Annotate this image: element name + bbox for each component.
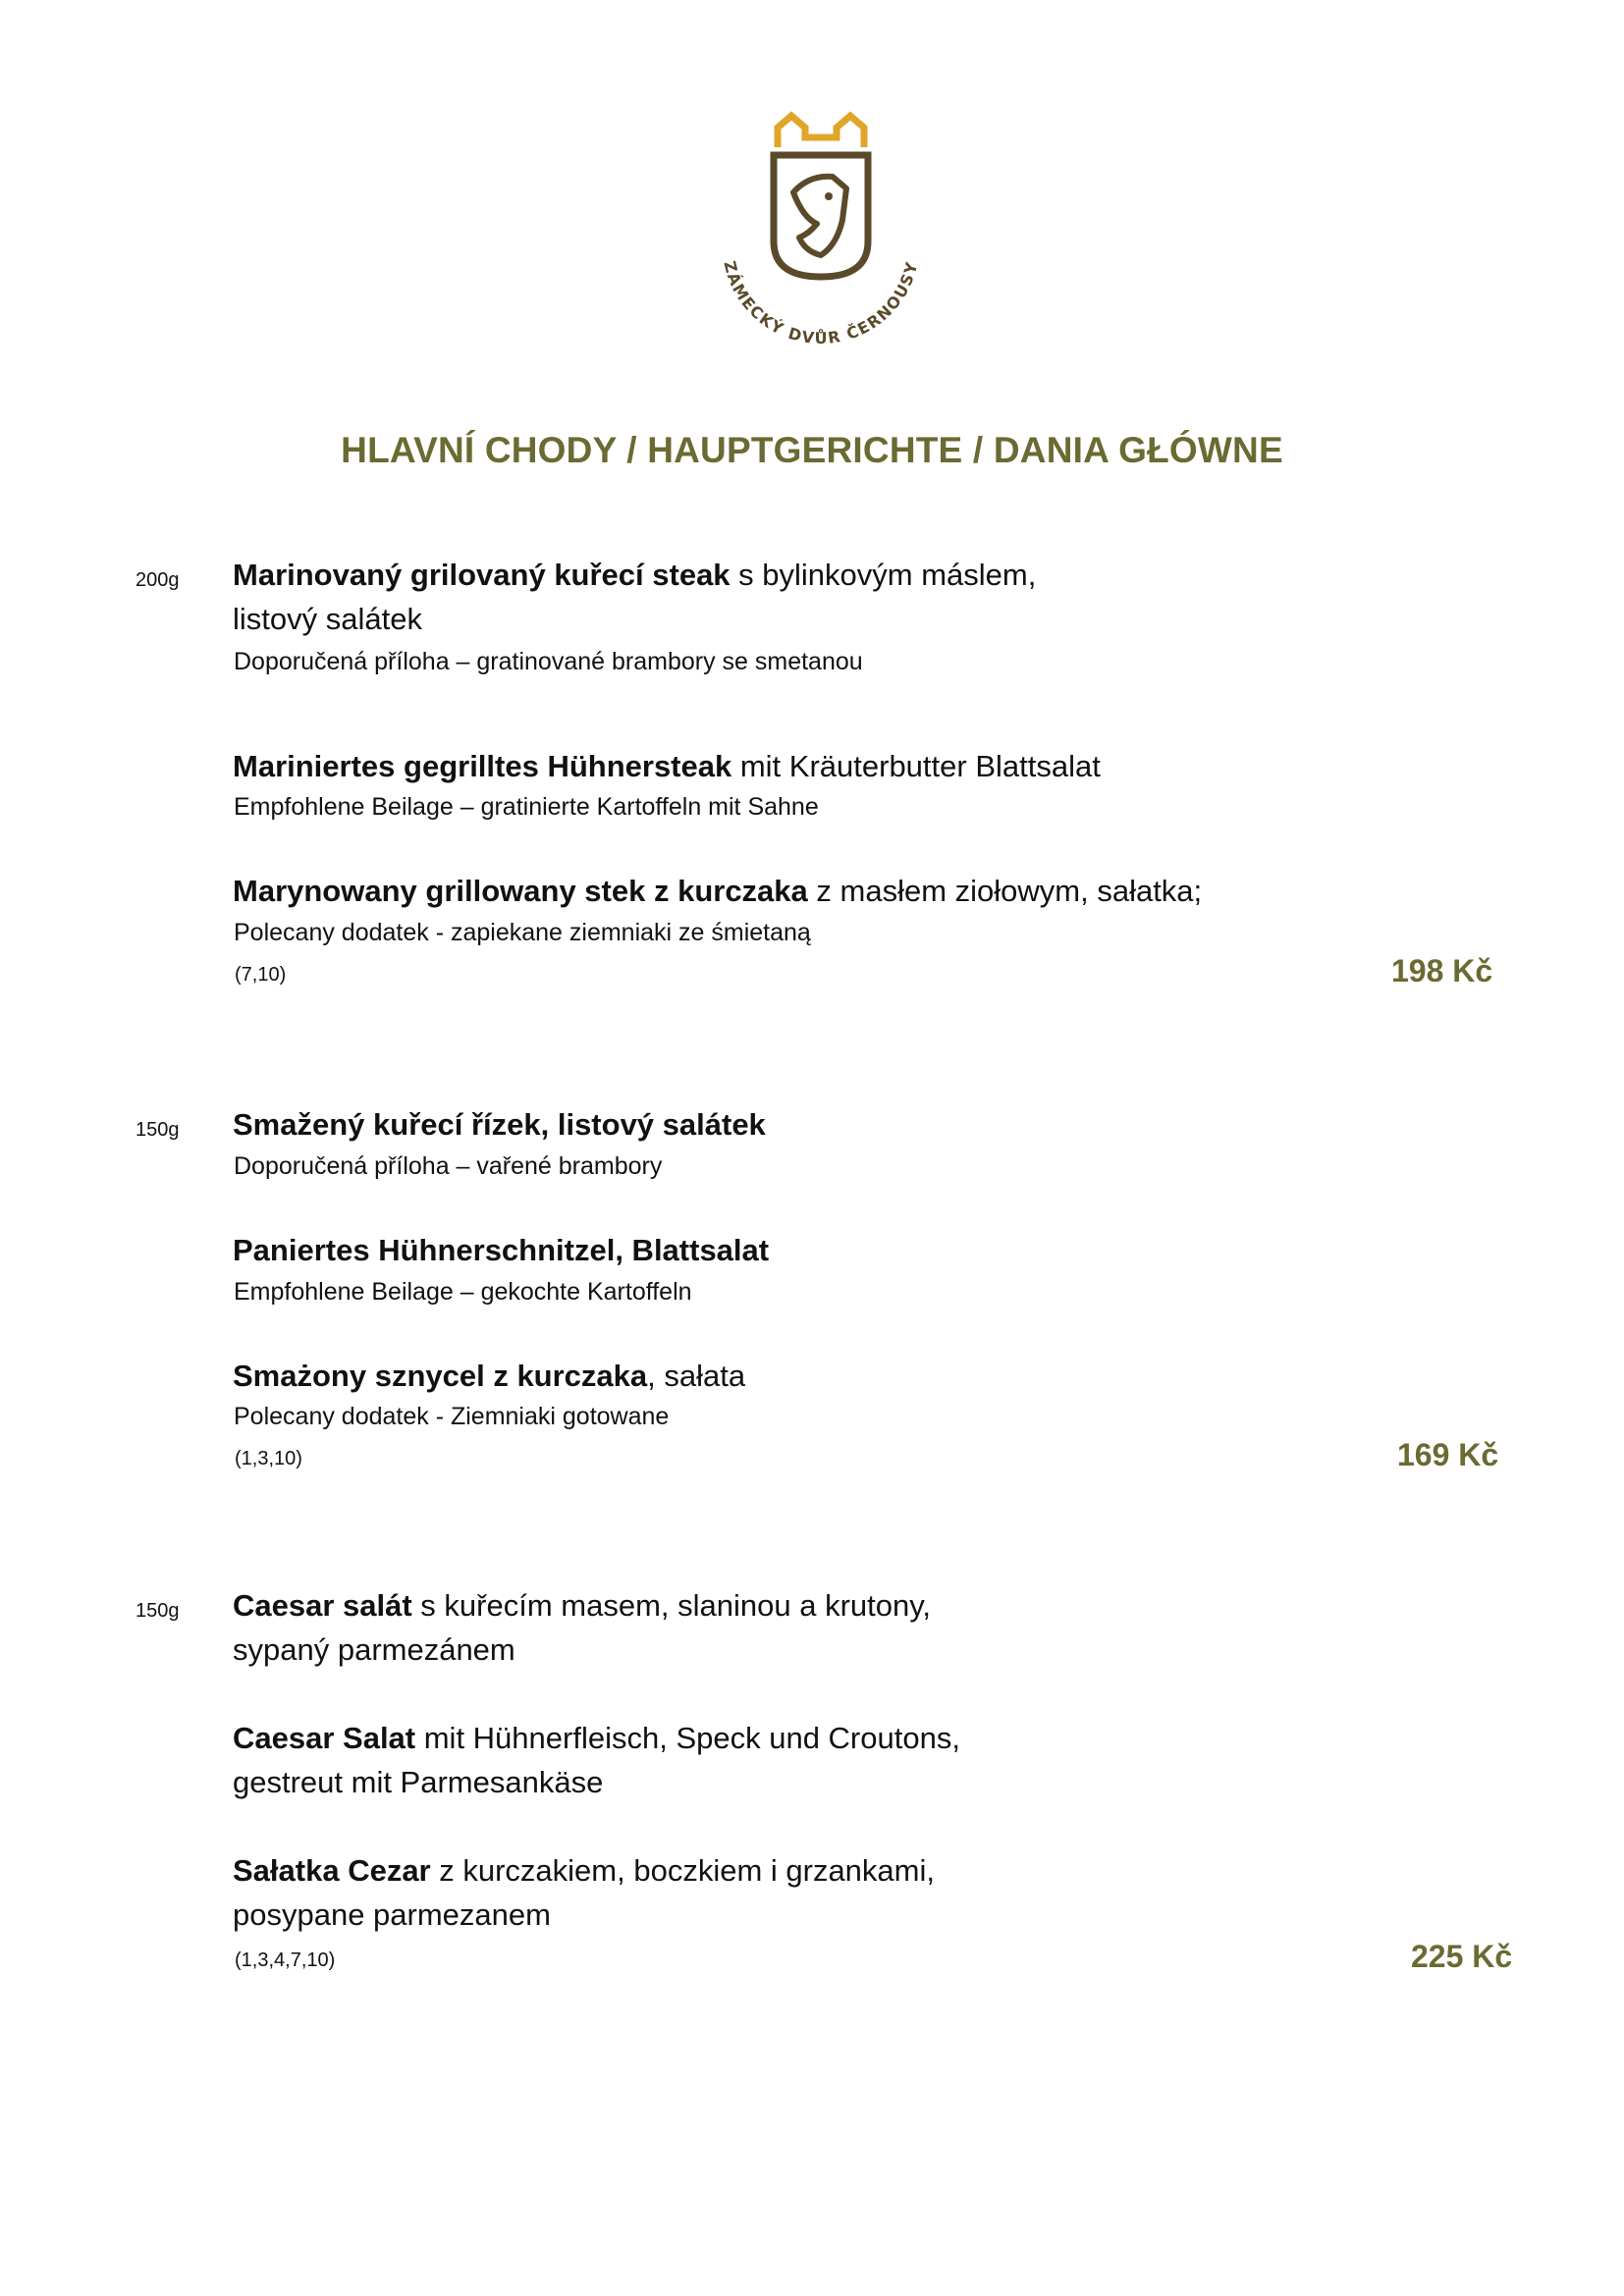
dish-1-weight: 200g [135, 569, 180, 591]
dish-3-name-cz: Caesar salát s kuřecím masem, slaninou a krutony, [233, 1588, 932, 1623]
dish-1-allergens: (7,10) [235, 964, 287, 986]
dish-3-allergens: (1,3,4,7,10) [235, 1949, 336, 1971]
dish-1-side-pl: Polecany dodatek - zapiekane ziemniaki ze śmietaną [234, 919, 811, 946]
logo-text: ZÁMECKÝ DVŮR ČERNOUSY [720, 258, 922, 348]
dish-3-name-cz-line2: sypaný parmezánem [233, 1632, 515, 1667]
dish-2-side-de: Empfohlene Beilage – gekochte Kartoffeln [234, 1278, 692, 1306]
dish-2-name-de: Paniertes Hühnerschnitzel, Blattsalat [233, 1233, 770, 1267]
dish-3-price: 225 Kč [1411, 1939, 1513, 1974]
dish-1-name-pl: Marynowany grillowany stek z kurczaka z masłem ziołowym, sałatka; [233, 874, 1203, 908]
dish-1-side-de: Empfohlene Beilage – gratinierte Kartoffeln mit Sahne [234, 793, 819, 821]
dish-1-name-de: Mariniertes gegrilltes Hühnersteak mit Kräuterbutter Blattsalat [233, 749, 1101, 783]
dish-2-weight: 150g [135, 1119, 180, 1141]
dish-1-name-cz-line2: listový salátek [233, 602, 422, 636]
logo [703, 98, 939, 348]
dish-2-allergens: (1,3,10) [235, 1448, 302, 1469]
dish-3-weight: 150g [135, 1600, 180, 1622]
dish-1-price: 198 Kč [1391, 953, 1493, 988]
dish-3-name-de-line2: gestreut mit Parmesankäse [233, 1765, 604, 1799]
dish-2-side-pl: Polecany dodatek - Ziemniaki gotowane [234, 1403, 670, 1430]
dish-2-name-pl: Smażony sznycel z kurczaka, sałata [233, 1359, 746, 1393]
dish-2-side-cz: Doporučená příloha – vařené brambory [234, 1152, 663, 1180]
dish-2-name-cz: Smažený kuřecí řízek, listový salátek [233, 1107, 766, 1142]
castle-horse-logo-icon [703, 98, 939, 348]
section-heading: HLAVNÍ CHODY / HAUPTGERICHTE / DANIA GŁÓWNE [341, 430, 1283, 470]
dish-1-side-cz: Doporučená příloha – gratinované brambory se smetanou [234, 648, 863, 675]
dish-3-name-pl: Sałatka Cezar z kurczakiem, boczkiem i grzankami, [233, 1853, 935, 1888]
dish-1-name-cz: Marinovaný grilovaný kuřecí steak s bylinkovým máslem, [233, 558, 1037, 592]
dish-2-price: 169 Kč [1397, 1437, 1499, 1472]
dish-3-name-pl-line2: posypane parmezanem [233, 1897, 551, 1932]
dish-3-name-de: Caesar Salat mit Hühnerfleisch, Speck und Croutons, [233, 1721, 960, 1755]
